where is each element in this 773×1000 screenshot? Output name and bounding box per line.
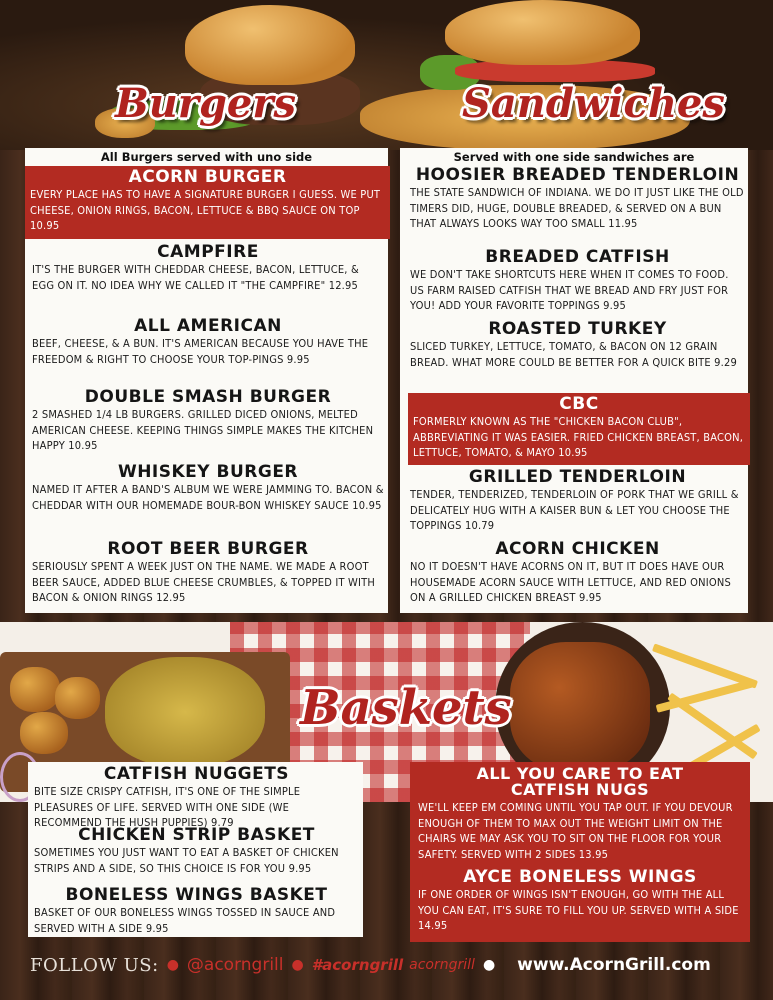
menu-item-roasted-turkey: [410, 320, 745, 370]
sandwiches-note: Served with one side sandwiches are: [453, 150, 695, 164]
item-description: IF ONE ORDER OF WINGS ISN'T ENOUGH, GO WITH THE ALL YOU CAN EAT, IT'S SURE TO FILL YOU UP. SERVED WITH A SIDE 14.95: [418, 888, 739, 932]
item-name: WHISKEY BURGER: [117, 462, 299, 482]
item-name: CHICKEN STRIP BASKET: [78, 825, 315, 845]
burgers-title: Burgers: [115, 80, 296, 127]
menu-item-double-smash: [32, 388, 384, 454]
menu-item-all-american: [32, 317, 384, 367]
item-description: SLICED TURKEY, LETTUCE, TOMATO, & BACON ON 12 GRAIN BREAD. WHAT MORE COULD BE BETTER FOR A QUICK BITE 9.29: [410, 340, 737, 369]
item-name: ROASTED TURKEY: [488, 319, 667, 339]
item-name: CAMPFIRE: [157, 242, 259, 262]
item-name: BREADED CATFISH: [485, 247, 670, 267]
menu-item-cbc: [408, 393, 750, 465]
bullet-icon: ●: [166, 957, 179, 973]
item-name: CATFISH NUGGETS: [103, 764, 290, 784]
item-name: DOUBLE SMASH BURGER: [84, 387, 332, 407]
script-tagline: acorngrill: [409, 957, 475, 973]
menu-item-acorn-chicken: [410, 540, 745, 606]
sandwiches-title: Sandwiches: [462, 80, 725, 127]
item-name: ACORN BURGER: [128, 167, 287, 187]
item-description: NO IT DOESN'T HAVE ACORNS ON IT, BUT IT DOES HAVE OUR HOUSEMADE ACORN SAUCE WITH LETTUCE, AND RED ONIONS ON A GRILLED CHICKEN BREAST 9.95: [410, 560, 731, 604]
item-description: WE'LL KEEP EM COMING UNTIL YOU TAP OUT. IF YOU DEVOUR ENOUGH OF THEM TO MAX OUT THE WEIGHT LIMIT ON THE CHAIRS WE MAY ASK YOU TO SIT ON THE FLOOR FOR YOUR SAFETY. SERVED WITH 2 SIDES 13.95: [418, 801, 733, 861]
baskets-right-panel: [410, 762, 750, 942]
hush-puppy: [55, 677, 100, 719]
menu-item-hoosier-tenderloin: [410, 166, 745, 232]
item-name: HOOSIER BREADED TENDERLOIN: [415, 165, 740, 185]
website-link[interactable]: www.AcornGrill.com: [517, 955, 711, 975]
sandwich-bun: [445, 0, 640, 65]
bullet-icon: ●: [482, 957, 496, 973]
item-description: BITE SIZE CRISPY CATFISH, IT'S ONE OF THE SIMPLE PLEASURES OF LIFE. SERVED WITH ONE SIDE (WE RECOMMEND THE HUSH PUPPIES) 9.79: [34, 785, 301, 829]
item-description: BASKET OF OUR BONELESS WINGS TOSSED IN SAUCE AND SERVED WITH A SIDE 9.95: [34, 906, 336, 935]
boneless-wings: [510, 642, 650, 772]
menu-item-catfish-nuggets: [34, 765, 359, 831]
catfish-nuggets: [105, 657, 265, 767]
item-description: EVERY PLACE HAS TO HAVE A SIGNATURE BURGER I GUESS. WE PUT CHEESE, ONION RINGS, BACON, LETTUCE & BBQ SAUCE ON TOP 10.95: [30, 188, 381, 232]
menu-item-campfire: [32, 243, 384, 293]
item-description: NAMED IT AFTER A BAND'S ALBUM WE WERE JAMMING TO. BACON & CHEDDAR WITH OUR HOMEMADE BOUR-BON WHISKEY SAUCE 10.95: [32, 483, 384, 512]
menu-item-boneless-wings-basket: [34, 886, 359, 936]
footer-bar: [0, 945, 773, 985]
item-description: SOMETIMES YOU JUST WANT TO EAT A BASKET OF CHICKEN STRIPS AND A SIDE, SO THIS CHOICE IS FOR YOU 9.95: [34, 846, 339, 875]
hero-food-photo: [0, 0, 773, 150]
item-description: FORMERLY KNOWN AS THE "CHICKEN BACON CLUB", ABBREVIATING IT WAS EASIER. FRIED CHICKEN BREAST, BACON, LETTUCE, TOMATO, & MAYO 10.95: [413, 415, 744, 459]
follow-label: FOLLOW US:: [30, 954, 159, 976]
item-description: WE DON'T TAKE SHORTCUTS HERE WHEN IT COMES TO FOOD. US FARM RAISED CATFISH THAT WE BREAD AND FRY JUST FOR YOU! ADD YOUR FAVORITE TOPPINGS 9.95: [410, 268, 729, 312]
item-description: THE STATE SANDWICH OF INDIANA. WE DO IT JUST LIKE THE OLD TIMERS DID, HUGE, DOUBLE BREADED, & SERVED ON A BUN THAT ALWAYS LOOKS WAY TOO SMALL 11.95: [410, 186, 744, 230]
social-handle-link[interactable]: @acorngrill: [186, 955, 284, 975]
item-description: IT'S THE BURGER WITH CHEDDAR CHEESE, BACON, LETTUCE, & EGG ON IT. NO IDEA WHY WE CALLED IT "THE CAMPFIRE" 12.95: [32, 263, 359, 292]
menu-item-acorn-burger: [25, 166, 390, 239]
item-name: ROOT BEER BURGER: [107, 539, 309, 559]
item-name: GRILLED TENDERLOIN: [468, 467, 687, 487]
item-name: AYCE BONELESS WINGS: [463, 867, 697, 887]
menu-item-root-beer-burger: [32, 540, 384, 606]
hush-puppy: [20, 712, 68, 754]
menu-item-breaded-catfish: [410, 248, 745, 314]
item-description: TENDER, TENDERIZED, TENDERLOIN OF PORK THAT WE GRILL & DELICATELY HUG WITH A KAISER BUN & LET YOU CHOOSE THE TOPPINGS 10.79: [410, 488, 739, 532]
item-name: BONELESS WINGS BASKET: [65, 885, 328, 905]
item-name: ALL YOU CARE TO EAT CATFISH NUGS: [476, 764, 684, 799]
menu-item-ayce-boneless-wings: [418, 868, 742, 934]
menu-item-ayce-catfish: [418, 766, 742, 862]
item-name: ACORN CHICKEN: [495, 539, 660, 559]
item-description: BEEF, CHEESE, & A BUN. IT'S AMERICAN BECAUSE YOU HAVE THE FREEDOM & RIGHT TO CHOOSE YOUR TOP-PINGS 9.95: [32, 337, 369, 366]
hush-puppy: [10, 667, 60, 712]
menu-item-whiskey-burger: [32, 463, 384, 513]
burgers-note: All Burgers served with uno side: [100, 150, 313, 164]
menu-item-chicken-strip-basket: [34, 826, 359, 876]
menu-item-grilled-tenderloin: [410, 468, 745, 534]
baskets-title: Baskets: [300, 680, 512, 736]
hashtag: #acorngrill: [311, 956, 404, 974]
item-description: 2 SMASHED 1/4 LB BURGERS. GRILLED DICED ONIONS, MELTED AMERICAN CHEESE. KEEPING THINGS SIMPLE MAKES THE KITCHEN HAPPY 10.95: [32, 408, 374, 452]
item-name: ALL AMERICAN: [134, 316, 282, 336]
item-description: SERIOUSLY SPENT A WEEK JUST ON THE NAME. WE MADE A ROOT BEER SAUCE, ADDED BLUE CHEESE CRUMBLES, & TOPPED IT WITH BACON & ONION RINGS 12.95: [32, 560, 376, 604]
item-name: CBC: [559, 394, 599, 414]
burger-bun: [185, 5, 355, 85]
bullet-icon: ●: [291, 957, 304, 973]
